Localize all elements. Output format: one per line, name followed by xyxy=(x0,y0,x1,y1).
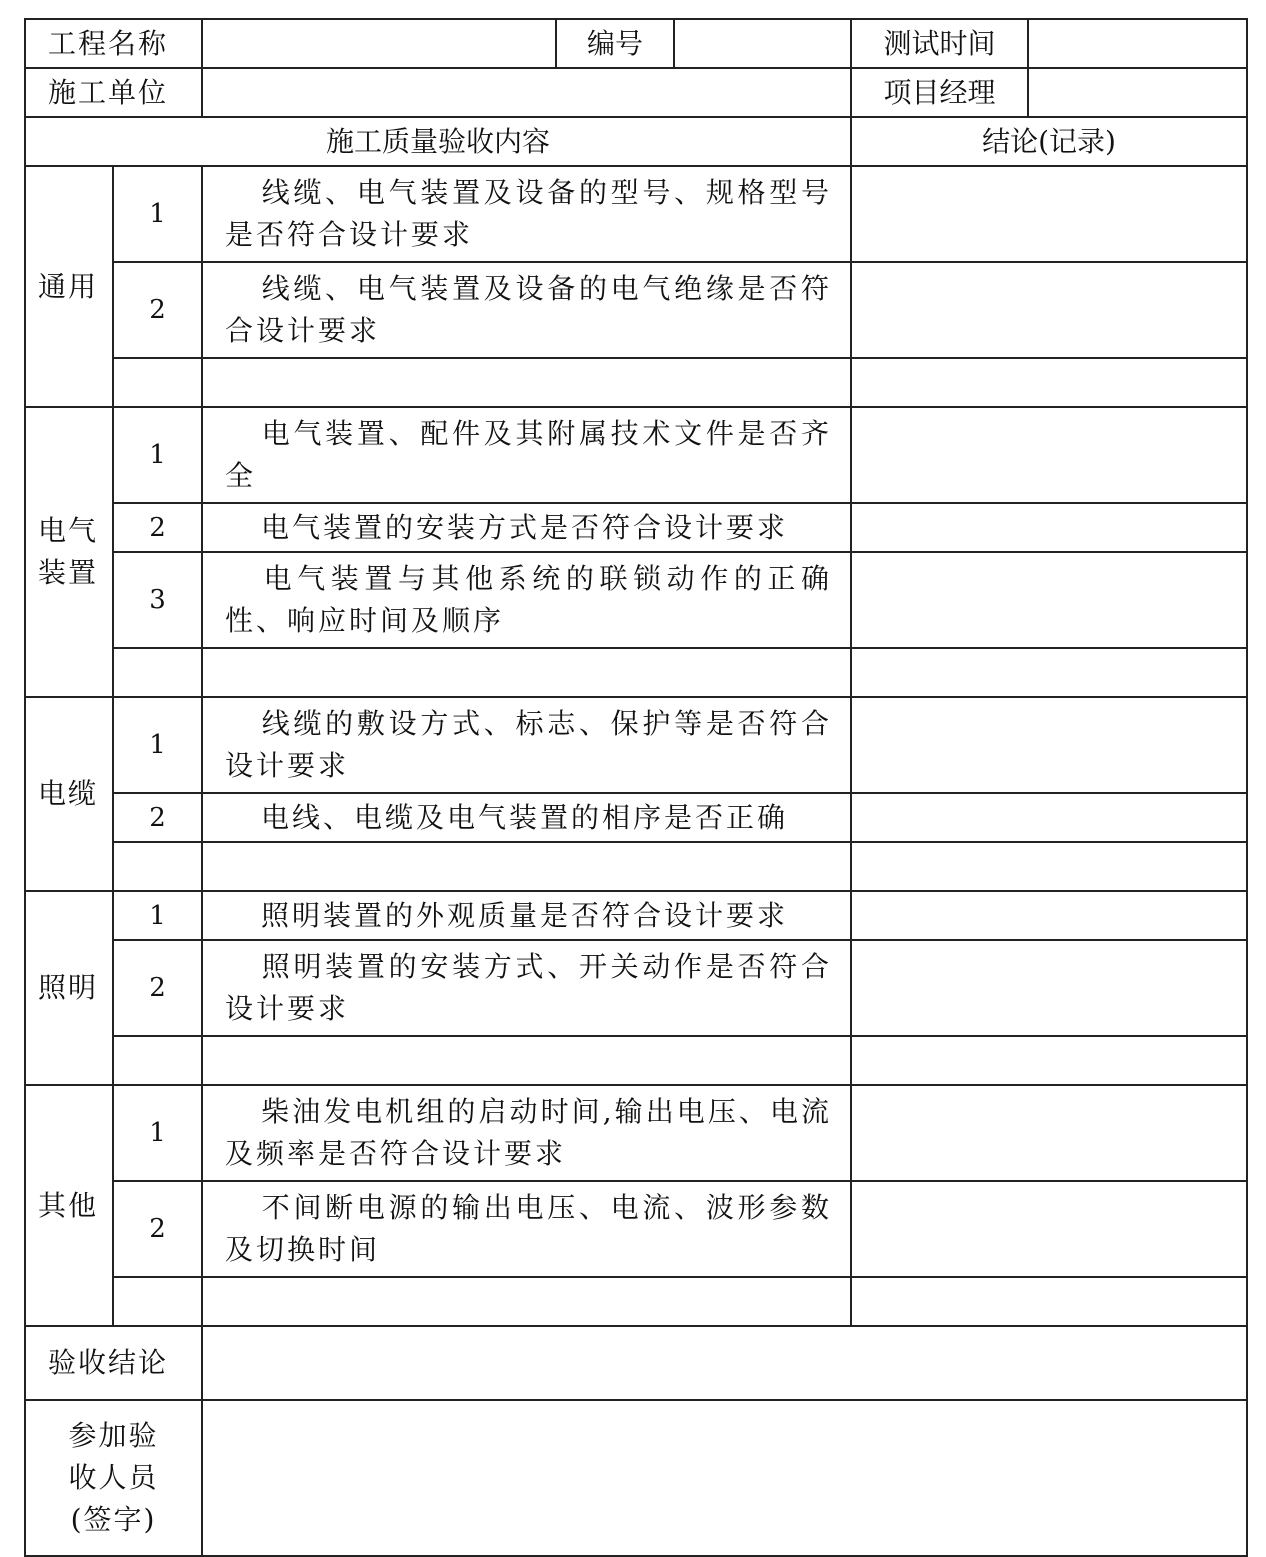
project-manager-label: 项目经理 xyxy=(851,68,1028,117)
item-text: 电气装置与其他系统的联锁动作的正确性、响应时间及顺序 xyxy=(202,552,851,648)
code-field[interactable] xyxy=(674,19,851,68)
project-manager-field[interactable] xyxy=(1028,68,1247,117)
conclusion-cell[interactable] xyxy=(851,793,1247,842)
section-cable-label: 电缆 xyxy=(25,697,113,891)
conclusion-cell[interactable] xyxy=(851,1085,1247,1181)
item-text: 不间断电源的输出电压、电流、波形参数及切换时间 xyxy=(202,1181,851,1277)
test-time-label: 测试时间 xyxy=(851,19,1028,68)
item-text: 线缆的敷设方式、标志、保护等是否符合设计要求 xyxy=(202,697,851,793)
item-text: 电气装置的安装方式是否符合设计要求 xyxy=(202,503,851,552)
conclusion-cell[interactable] xyxy=(851,503,1247,552)
blank-number-cell xyxy=(113,842,202,891)
blank-number-cell xyxy=(113,1277,202,1326)
conclusion-cell[interactable] xyxy=(851,648,1247,697)
item-number: 1 xyxy=(113,891,202,940)
item-number: 1 xyxy=(113,166,202,262)
blank-text-cell[interactable] xyxy=(202,358,851,407)
table-row xyxy=(25,1181,1247,1277)
conclusion-cell[interactable] xyxy=(851,358,1247,407)
table-row xyxy=(25,793,1247,842)
blank-number-cell xyxy=(113,1036,202,1085)
blank-text-cell[interactable] xyxy=(202,1036,851,1085)
conclusion-cell[interactable] xyxy=(851,697,1247,793)
item-number: 2 xyxy=(113,262,202,358)
construction-unit-label: 施工单位 xyxy=(25,68,202,117)
participants-label: 参加验 收人员 (签字) xyxy=(25,1400,202,1556)
item-number: 1 xyxy=(113,1085,202,1181)
table-row xyxy=(25,166,1247,262)
item-number: 2 xyxy=(113,793,202,842)
table-row xyxy=(25,1085,1247,1181)
blank-number-cell xyxy=(113,358,202,407)
table-row xyxy=(25,503,1247,552)
participants-signature-field[interactable] xyxy=(202,1400,1247,1556)
table-row-blank xyxy=(25,1277,1247,1326)
conclusion-cell[interactable] xyxy=(851,262,1247,358)
item-number: 2 xyxy=(113,1181,202,1277)
conclusion-cell[interactable] xyxy=(851,1036,1247,1085)
item-number: 3 xyxy=(113,552,202,648)
conclusion-cell[interactable] xyxy=(851,842,1247,891)
table-row-blank xyxy=(25,358,1247,407)
item-number: 2 xyxy=(113,940,202,1036)
conclusion-cell[interactable] xyxy=(851,552,1247,648)
acceptance-conclusion-field[interactable] xyxy=(202,1326,1247,1400)
participants-row xyxy=(25,1400,1247,1556)
conclusion-cell[interactable] xyxy=(851,1181,1247,1277)
blank-text-cell[interactable] xyxy=(202,842,851,891)
acceptance-form-table xyxy=(24,18,1248,1557)
table-row xyxy=(25,940,1247,1036)
table-row-blank xyxy=(25,1036,1247,1085)
table-row-blank xyxy=(25,842,1247,891)
content-label: 施工质量验收内容 xyxy=(25,117,851,166)
item-text: 电线、电缆及电气装置的相序是否正确 xyxy=(202,793,851,842)
conclusion-cell[interactable] xyxy=(851,166,1247,262)
conclusion-cell[interactable] xyxy=(851,407,1247,503)
item-text: 电气装置、配件及其附属技术文件是否齐全 xyxy=(202,407,851,503)
section-general-label: 通用 xyxy=(25,166,113,407)
item-text: 照明装置的外观质量是否符合设计要求 xyxy=(202,891,851,940)
conclusion-cell[interactable] xyxy=(851,940,1247,1036)
blank-number-cell xyxy=(113,648,202,697)
test-time-field[interactable] xyxy=(1028,19,1247,68)
item-text: 柴油发电机组的启动时间,输出电压、电流及频率是否符合设计要求 xyxy=(202,1085,851,1181)
table-row xyxy=(25,552,1247,648)
acceptance-conclusion-label: 验收结论 xyxy=(25,1326,202,1400)
section-electrical-label: 电气 装置 xyxy=(25,407,113,697)
project-name-field[interactable] xyxy=(202,19,556,68)
header-row-unit xyxy=(25,68,1247,117)
conclusion-cell[interactable] xyxy=(851,1277,1247,1326)
header-row-project xyxy=(25,19,1247,68)
blank-text-cell[interactable] xyxy=(202,1277,851,1326)
table-row xyxy=(25,407,1247,503)
project-name-label: 工程名称 xyxy=(25,19,202,68)
acceptance-conclusion-row xyxy=(25,1326,1247,1400)
blank-text-cell[interactable] xyxy=(202,648,851,697)
item-text: 照明装置的安装方式、开关动作是否符合设计要求 xyxy=(202,940,851,1036)
section-lighting-label: 照明 xyxy=(25,891,113,1085)
table-row xyxy=(25,697,1247,793)
table-row xyxy=(25,891,1247,940)
item-text: 线缆、电气装置及设备的型号、规格型号是否符合设计要求 xyxy=(202,166,851,262)
table-row xyxy=(25,262,1247,358)
conclusion-cell[interactable] xyxy=(851,891,1247,940)
header-row-content xyxy=(25,117,1247,166)
conclusion-label: 结论(记录) xyxy=(851,117,1247,166)
table-row-blank xyxy=(25,648,1247,697)
code-label: 编号 xyxy=(556,19,674,68)
item-text: 线缆、电气装置及设备的电气绝缘是否符合设计要求 xyxy=(202,262,851,358)
section-other-label: 其他 xyxy=(25,1085,113,1326)
item-number: 1 xyxy=(113,697,202,793)
item-number: 1 xyxy=(113,407,202,503)
item-number: 2 xyxy=(113,503,202,552)
construction-unit-field[interactable] xyxy=(202,68,851,117)
